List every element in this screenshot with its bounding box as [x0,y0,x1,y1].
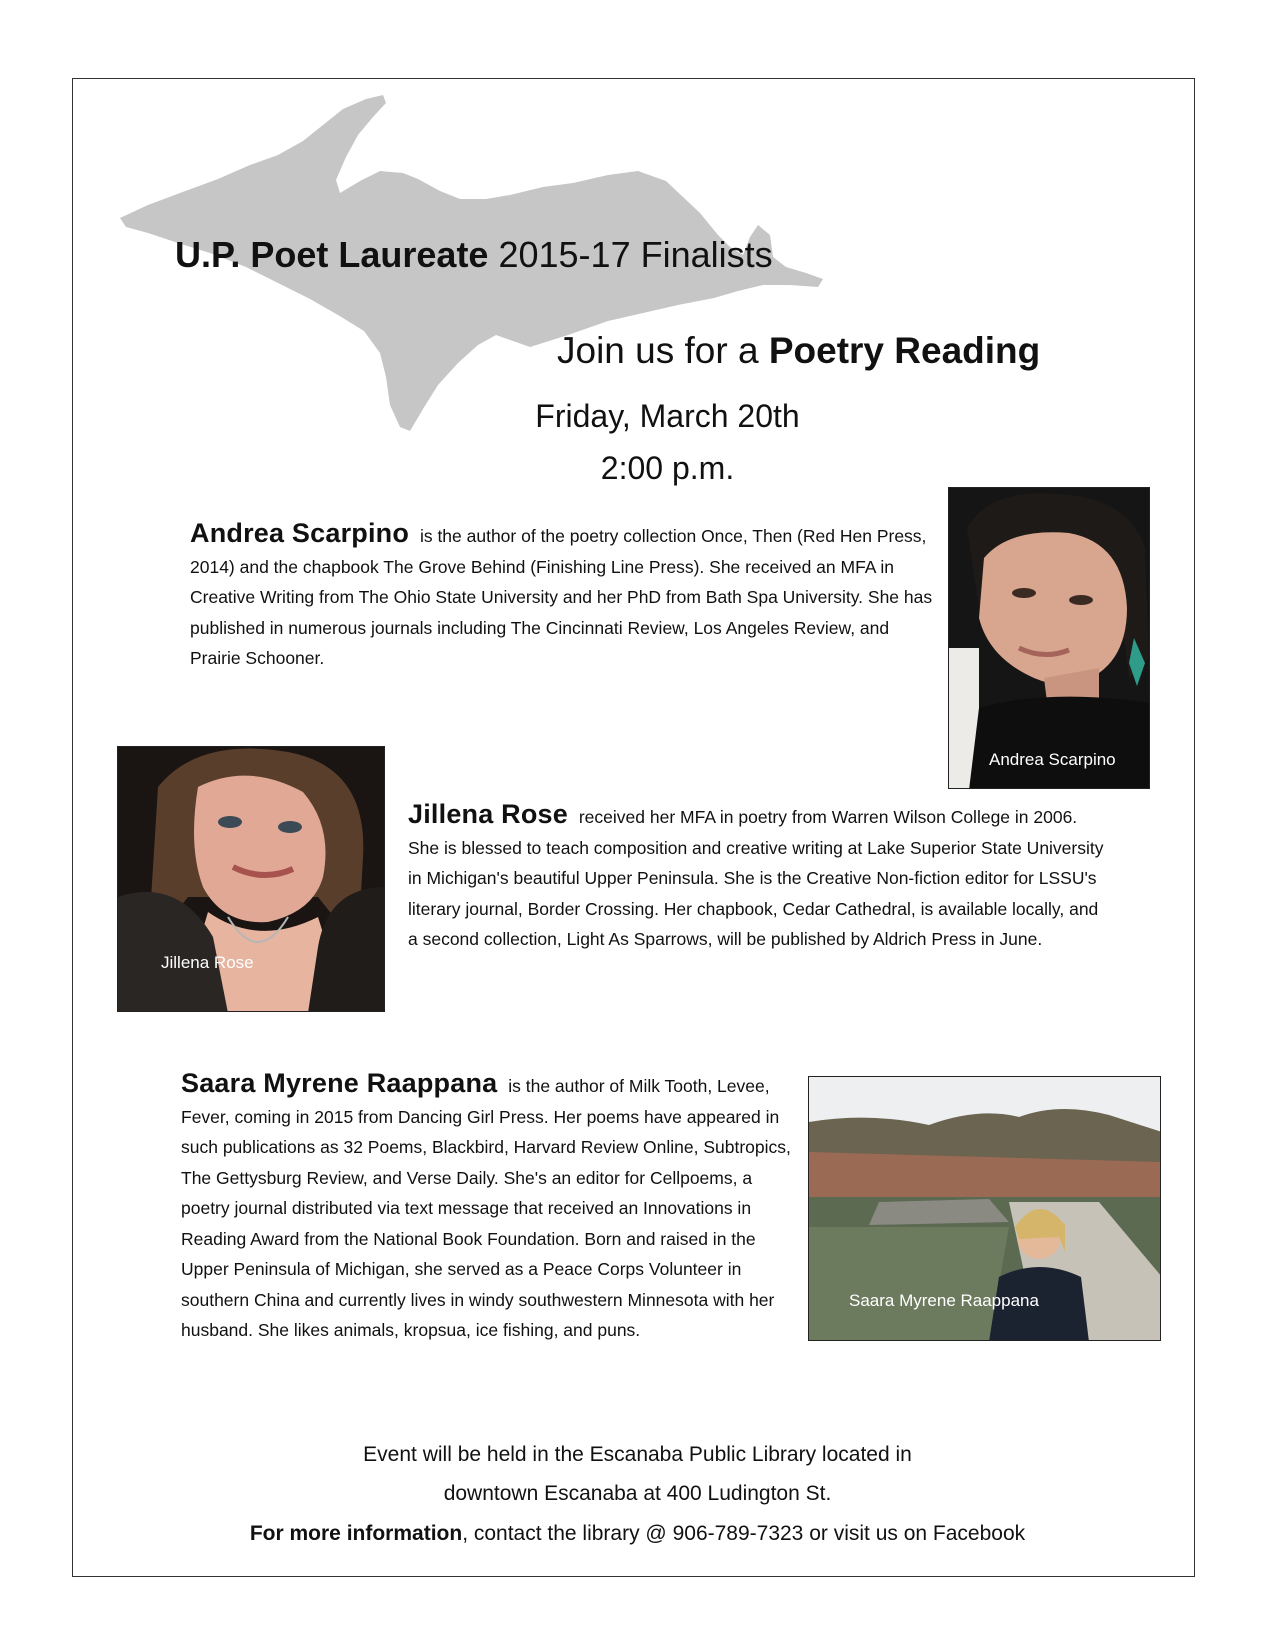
photo-jillena-rose [117,746,385,1012]
event-date: Friday, March 20th [535,398,800,434]
poet-bio: received her MFA in poetry from Warren Wilson College in 2006. She is blessed to teach composition and creative writing at Lake Superior State University in Michigan's beautiful Upper Peninsula. She is the Creative Non-fiction editor for LSSU's literary journal, Border Crossing. Her chapbook, Cedar Cathedral, is available locally, and a second collection, Light As Sparrows, will be published by Aldrich Press in June. [408,807,1104,949]
photo-caption: Andrea Scarpino [989,750,1116,769]
bio-jillena-rose [408,799,1108,955]
event-invitation: Join us for a Poetry Reading [557,330,1041,371]
event-time: 2:00 p.m. [600,450,735,486]
footer-contact-info: For more information, contact the library @ 906-789-7323 or visit us on Facebook [249,1522,1026,1545]
bio-saara-myrene-raappana [181,1068,796,1346]
photo-caption: Jillena Rose [161,953,254,972]
poet-bio: is the author of Milk Tooth, Levee, Fever, coming in 2015 from Dancing Girl Press. Her poems have appeared in such publications as 32 Poems, Blackbird, Harvard Review Online, Subtropics, The Gettysburg Review, and Verse Daily. She's an editor for Cellpoems, a poetry journal distributed via text message that received an Innovations in Reading Award from the National Book Foundation. Born and raised in the Upper Peninsula of Michigan, she served as a Peace Corps Volunteer in southern China and currently lives in windy southwestern Minnesota with her husband. She likes animals, kropsua, ice fishing, and puns. [181,1076,791,1340]
bio-andrea-scarpino [190,518,935,674]
photo-andrea-scarpino [948,487,1150,789]
poet-name: Saara Myrene Raappana [181,1068,498,1098]
footer-location-line-2: downtown Escanaba at 400 Ludington St. [443,1482,832,1505]
footer-location-line-1: Event will be held in the Escanaba Public Library located in [363,1443,912,1466]
photo-saara-myrene-raappana [808,1076,1161,1341]
poet-name: Jillena Rose [408,799,568,829]
poet-bio: is the author of the poetry collection Once, Then (Red Hen Press, 2014) and the chapbook The Grove Behind (Finishing Line Press). She received an MFA in Creative Writing from The Ohio State University and her PhD from Bath Spa University. She has published in numerous journals including The Cincinnati Review, Los Angeles Review, and Prairie Schooner. [190,526,933,668]
event-title: U.P. Poet Laureate 2015-17 Finalists [175,234,773,275]
poet-name: Andrea Scarpino [190,518,410,548]
photo-caption: Saara Myrene Raappana [849,1291,1039,1310]
